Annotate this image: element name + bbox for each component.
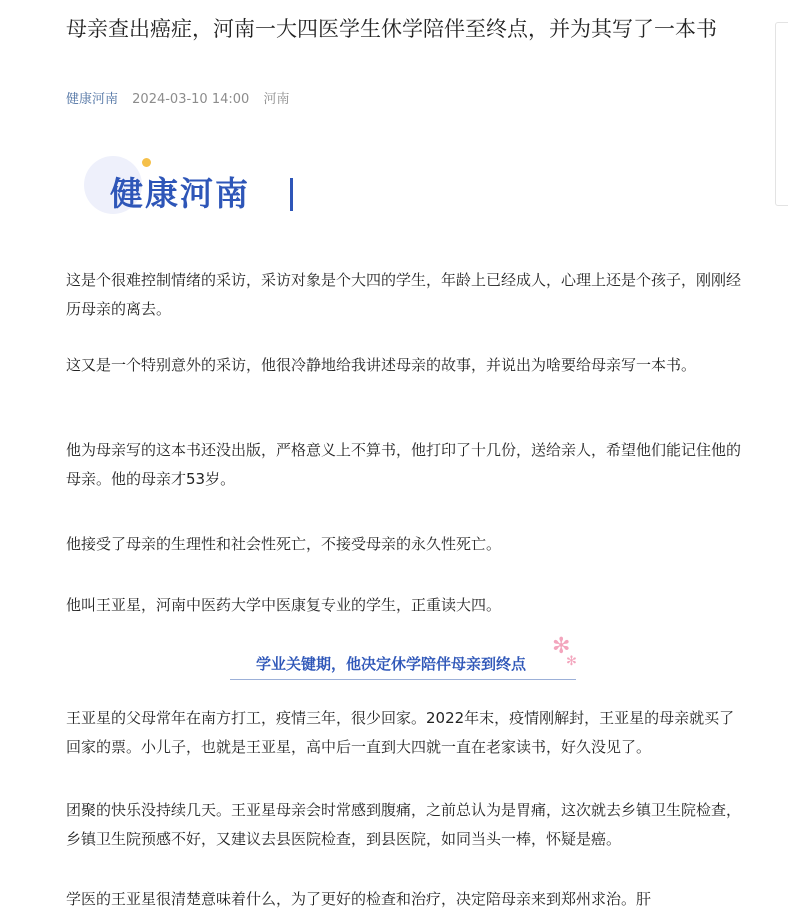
article-meta xyxy=(66,90,299,110)
paragraph: 王亚星的父母常年在南方打工，疫情三年，很少回家。2022年末，疫情刚解封，王亚星的母亲就买了回家的票。小儿子，也就是王亚星，高中后一直到大四就一直在老家读书，好久没见了。 xyxy=(66,709,735,756)
section-heading xyxy=(230,634,580,684)
brand-dot-decoration xyxy=(142,158,151,167)
source-link[interactable]: 健康河南 xyxy=(66,92,119,107)
paragraph: 学医的王亚星很清楚意味着什么，为了更好的检查和治疗，决定陪母亲来到郑州求治。肝 xyxy=(66,890,652,908)
section-heading-underline xyxy=(230,679,576,680)
publish-datetime: 2024-03-10 14:00 xyxy=(132,92,250,107)
paragraph: 他叫王亚星，河南中医药大学中医康复专业的学生，正重读大四。 xyxy=(66,596,502,614)
paragraph: 这又是一个特别意外的采访，他很冷静地给我讲述母亲的故事，并说出为啥要给母亲写一本书。 xyxy=(66,356,697,374)
section-heading-text: 学业关键期，他决定休学陪伴母亲到终点 xyxy=(256,655,527,673)
paragraph: 这是个很难控制情绪的采访，采访对象是个大四的学生，年龄上已经成人，心理上还是个孩子，刚刚经历母亲的离去。 xyxy=(66,271,742,318)
brand-bar-decoration xyxy=(290,178,293,211)
brand-logo-text: 健康河南 xyxy=(110,174,250,213)
flower-icon: ✻ xyxy=(552,634,571,659)
paragraph: 他为母亲写的这本书还没出版，严格意义上不算书，他打印了十几份，送给亲人，希望他们能记住他的母亲。他的母亲才53岁。 xyxy=(66,441,742,488)
side-panel[interactable] xyxy=(775,22,788,206)
article-title: 母亲查出癌症，河南一大四医学生休学陪伴至终点，并为其写了一本书 xyxy=(66,17,717,41)
paragraph: 团聚的快乐没持续几天。王亚星母亲会时常感到腹痛，之前总认为是胃痛，这次就去乡镇卫生院检查，乡镇卫生院预感不好，又建议去县医院检查，到县医院，如同当头一棒，怀疑是癌。 xyxy=(66,801,742,848)
flower-small-icon: ✻ xyxy=(566,654,577,669)
paragraph: 他接受了母亲的生理性和社会性死亡，不接受母亲的永久性死亡。 xyxy=(66,535,502,553)
publish-location: 河南 xyxy=(263,92,290,107)
brand-banner xyxy=(82,148,342,228)
